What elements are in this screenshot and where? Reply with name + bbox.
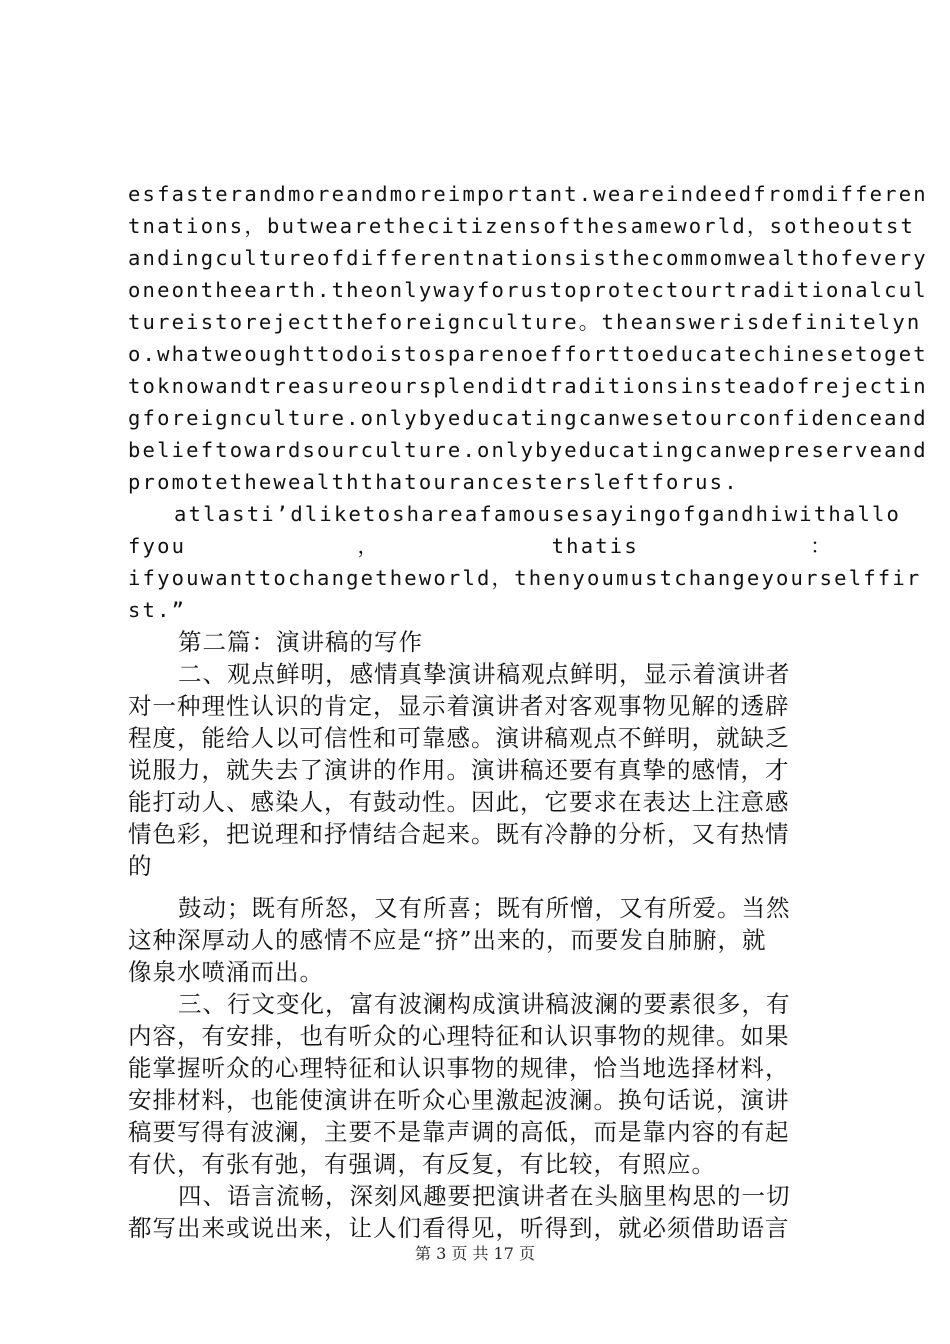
text-line: 像泉水喷涌而出。 [128,958,324,986]
text-fragment: fyou [128,534,187,558]
text-line: tureistorejecttheforeignculture。theanswerisdefinitelyn [128,310,922,334]
text-line: 都写出来或说出来，让人们看得见，听得到，就必须借助语言 [128,1214,790,1242]
text-line: 四、语言流畅，深刻风趣要把演讲者在头脑里构思的一切 [178,1182,791,1210]
text-line: 说服力，就失去了演讲的作用。演讲稿还要有真挚的感情，才 [128,756,790,784]
text-fragment: ， [357,534,381,558]
document-body [128,178,928,1244]
text-line: 能掌握听众的心理特征和认识事物的规律，恰当地选择材料， [128,1054,790,1082]
text-line: 有伏，有张有弛，有强调，有反复，有比较，有照应。 [128,1150,716,1178]
text-line: 安排材料，也能使演讲在听众心里激起波澜。换句话说，演讲 [128,1086,790,1114]
text-line: 这种深厚动人的感情不应是“挤”出来的，而要发自肺腑，就 [128,926,767,954]
text-fragment: thatis [551,534,639,558]
text-fragment: ： [810,534,833,558]
text-line: 鼓动；既有所怒，又有所喜；既有所憎，又有所爱。当然 [178,894,791,922]
text-line: tnations，butwearethecitizensofthesameworld，sotheoutst [128,214,916,238]
text-line: 的 [128,852,153,880]
gandhi-quote-intro: atlasti’dliketoshareafamousesayingofgandhiwithallo [174,502,902,526]
text-line: oneontheearth.theonlywayforustoprotectourtraditionalcul [128,278,928,302]
gandhi-quote-spaced-line [128,530,833,562]
text-line: 内容，有安排，也有听众的心理特征和认识事物的规律。如果 [128,1022,790,1050]
text-line: o.whatweoughttodoistosparenoefforttoeducatechinesetoget [128,342,928,366]
text-line: belieftowardsourculture.onlybyeducatingcanwepreserveand [128,438,928,462]
text-line: 稿要写得有波澜，主要不是靠声调的高低，而是靠内容的有起 [128,1118,790,1146]
text-line: 能打动人、感染人，有鼓动性。因此，它要求在表达上注意感 [128,788,790,816]
text-line: 情色彩，把说理和抒情结合起来。既有冷静的分析，又有热情 [128,820,790,848]
text-line: toknowandtreasureoursplendidtraditionsinsteadofrejectin [128,374,928,398]
text-line: 程度，能给人以可信性和可靠感。演讲稿观点不鲜明，就缺乏 [128,724,790,752]
text-line: st.” [128,598,187,622]
page-number-footer: 第 3 页 共 17 页 [415,1244,535,1263]
text-line: 三、行文变化，富有波澜构成演讲稿波澜的要素很多，有 [178,990,791,1018]
text-line: promotethewealththatourancestersleftforus. [128,470,739,494]
text-line: 二、观点鲜明，感情真挚演讲稿观点鲜明，显示着演讲者 [178,660,791,688]
text-line: gforeignculture.onlybyeducatingcanwesetourconfidenceand [128,406,928,430]
text-line: 对一种理性认识的肯定，显示着演讲者对客观事物见解的透辟 [128,692,790,720]
text-line: andingcultureofdifferentnationsisthecommomwealthofevery [128,246,928,270]
text-line: esfasterandmoreandmoreimportant.weareindeedfromdifferen [128,182,928,206]
text-line: ifyouwanttochangetheworld，thenyoumustchangeyourselffir [128,566,922,590]
section-title: 第二篇：演讲稿的写作 [178,628,423,656]
